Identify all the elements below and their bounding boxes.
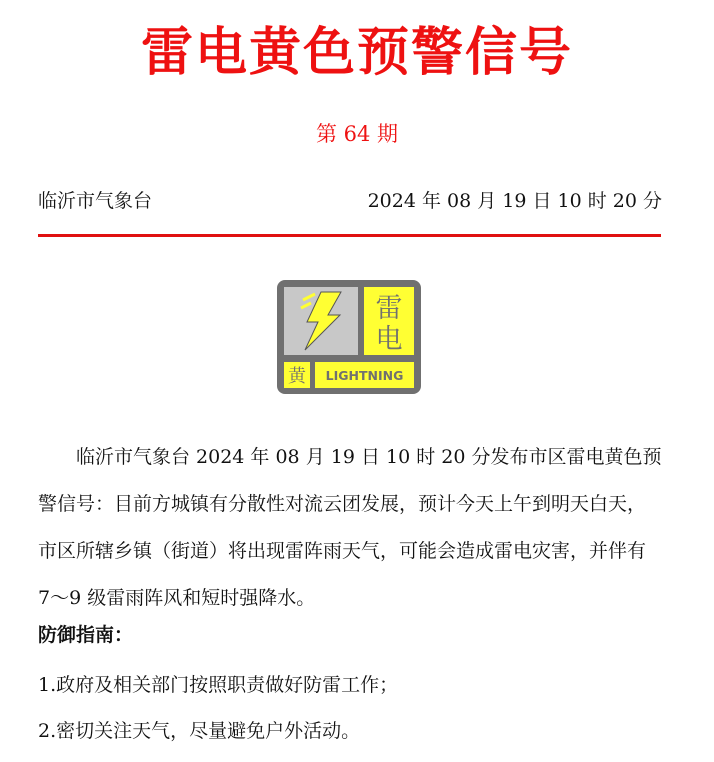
defense-guide-item: 2.密切关注天气，尽量避免户外活动。 [38,720,361,742]
issue-datetime: 2024 年 08 月 19 日 10 时 20 分 [367,190,662,212]
defense-guide-item: 1.政府及相关部门按照职责做好防雷工作； [38,674,399,696]
warning-title: 雷电黄色预警信号 [140,23,573,83]
badge-level-char: 黄 [288,366,306,387]
badge-char-bottom: 电 [375,324,403,355]
issue-number: 第 64 期 [315,122,399,146]
header-divider [38,234,661,237]
badge-char-top: 雷 [375,293,403,324]
issuing-agency: 临沂市气象台 [38,190,153,212]
warning-body-paragraph: 临沂市气象台 2024 年 08 月 19 日 10 时 20 分发布市区雷电黄色预警信号：目前方城镇有分散性对流云团发展，预计今天上午到明天白天，市区所辖乡镇（街道）将出现雷阵雨天气，可能会造成雷电灾害，并伴有 7～9 级雷雨阵风和短时强降水。 [38,446,662,609]
defense-guide-heading: 防御指南： [38,624,134,646]
badge-english-label: LIGHTNING [325,368,404,383]
lightning-warning-badge [275,278,423,396]
